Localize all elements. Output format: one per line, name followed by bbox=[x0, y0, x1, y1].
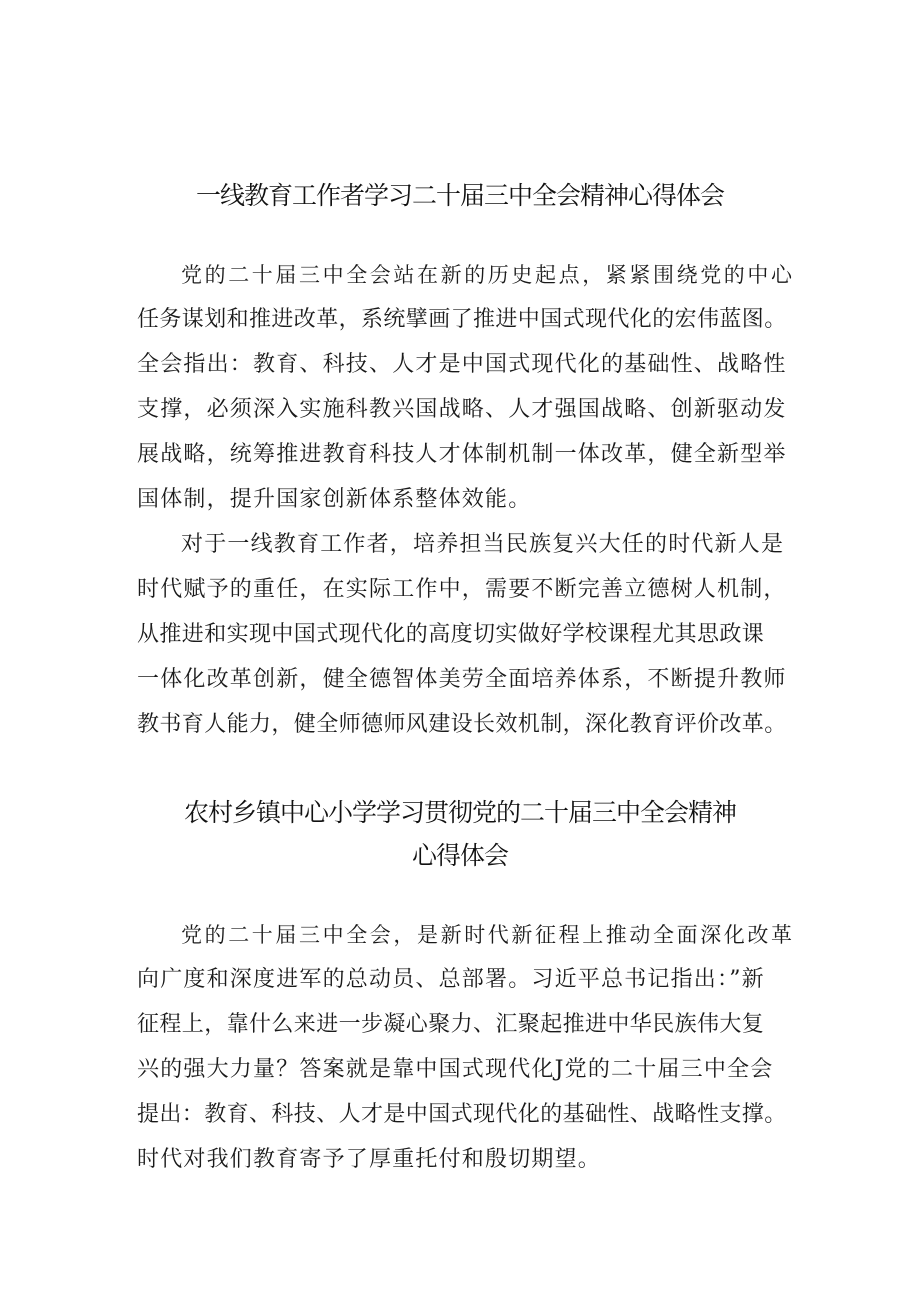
article2-title-line1: 农村乡镇中心小学学习贯彻党的二十届三中全会精神 bbox=[183, 798, 736, 827]
article1-line: 党的二十届三中全会站在新的历史起点，紧紧围绕党的中心 bbox=[181, 263, 795, 287]
article1-line: 支撑，必须深入实施科教兴国战略、人才强国战略、创新驱动发 bbox=[137, 397, 787, 422]
article1-line: 展战略，统筹推进教育科技人才体制机制一体改革，健全新型举 bbox=[137, 442, 787, 467]
article1-line: 国体制，提升国家创新体系整体效能。 bbox=[137, 487, 532, 512]
article1-title: 一线教育工作者学习二十届三中全会精神心得体会 bbox=[195, 181, 724, 210]
article2-line: 党的二十届三中全会，是新时代新征程上推动全面深化改革 bbox=[181, 923, 795, 947]
article2-line: 提出：教育、科技、人才是中国式现代化的基础性、战略性支撑。 bbox=[137, 1102, 787, 1127]
article2-line: 征程上，靠什么来进一步凝心聚力、汇聚起推进中华民族伟大复 bbox=[137, 1012, 765, 1037]
article2-line: 兴的强大力量？答案就是靠中国式现代化J党的二十届三中全会 bbox=[137, 1057, 774, 1082]
article2-line: 向广度和深度进军的总动员、总部署。习近平总书记指出：”新 bbox=[137, 967, 765, 992]
article1-line: 时代赋予的重任，在实际工作中，需要不断完善立德树人机制， bbox=[137, 577, 787, 602]
article2-line: 时代对我们教育寄予了厚重托付和殷切期望。 bbox=[137, 1147, 602, 1172]
article1-line: 从推进和实现中国式现代化的高度切实做好学校课程尤其思政课 bbox=[137, 622, 765, 647]
article1-line: 全会指出：教育、科技、人才是中国式现代化的基础性、战略性 bbox=[137, 352, 787, 377]
article1-line: 任务谋划和推进改革，系统擘画了推进中国式现代化的宏伟蓝图。 bbox=[137, 307, 787, 332]
article1-line: 一体化改革创新，健全德智体美劳全面培养体系，不断提升教师 bbox=[137, 667, 787, 692]
article1-line: 教书育人能力，健全师德师风建设长效机制，深化教育评价改革。 bbox=[137, 712, 787, 737]
article1-line: 对于一线教育工作者，培养担当民族复兴大任的时代新人是 bbox=[181, 532, 785, 557]
article2-title-line2: 心得体会 bbox=[411, 841, 508, 870]
